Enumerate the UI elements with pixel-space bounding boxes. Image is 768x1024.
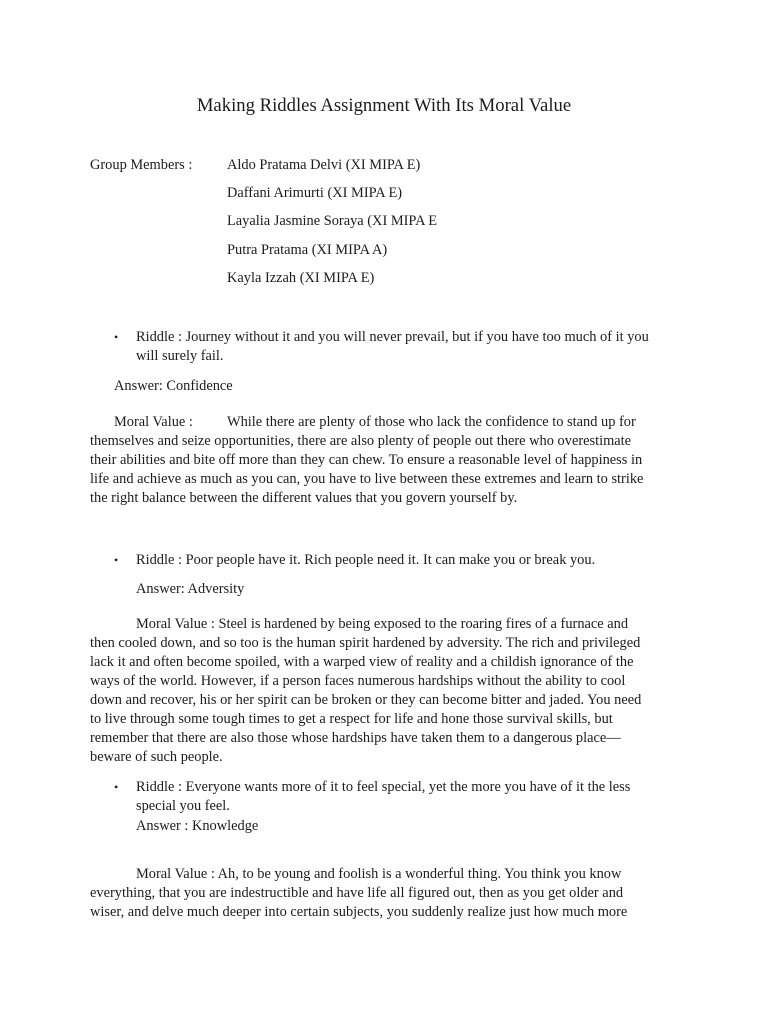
moral-value-label: Moral Value : bbox=[114, 414, 193, 430]
group-member: Layalia Jasmine Soraya (XI MIPA E bbox=[227, 213, 438, 229]
paragraph-line: everything, that you are indestructible and have life all figured out, then as you get older and bbox=[90, 885, 624, 901]
paragraph-line: remember that there are also those whose hardships have taken them to a dangerous place— bbox=[90, 730, 621, 746]
paragraph-line: then cooled down, and so too is the human spirit hardened by adversity. The rich and privileged bbox=[90, 635, 641, 651]
paragraph-line: themselves and seize opportunities, there are also plenty of people out there who overestimate bbox=[90, 433, 632, 449]
bullet-icon: • bbox=[114, 553, 119, 567]
riddle-line: special you feel. bbox=[136, 798, 230, 814]
document-title: Making Riddles Assignment With Its Moral Value bbox=[196, 95, 572, 116]
riddle-answer: Answer : Knowledge bbox=[136, 818, 259, 834]
riddle-text bbox=[136, 551, 681, 570]
bullet-icon: • bbox=[114, 780, 119, 794]
paragraph-line: wiser, and delve much deeper into certain subjects, you suddenly realize just how much more bbox=[90, 904, 628, 920]
bullet-icon: • bbox=[114, 330, 119, 344]
riddle-answer: Answer: Adversity bbox=[136, 581, 245, 597]
group-members-label: Group Members : bbox=[90, 157, 193, 173]
paragraph-line: life and achieve as much as you can, you have to live between these extremes and learn to strike bbox=[90, 471, 644, 487]
paragraph-line: Moral Value : Ah, to be young and foolish is a wonderful thing. You think you know bbox=[136, 866, 622, 882]
moral-value-paragraph bbox=[90, 865, 684, 922]
riddle-answer: Answer: Confidence bbox=[114, 378, 233, 394]
paragraph-line: their abilities and bite off more than they can chew. To ensure a reasonable level of happiness in bbox=[90, 452, 643, 468]
riddle-line: Riddle : Everyone wants more of it to feel special, yet the more you have of it the less bbox=[136, 779, 631, 795]
moral-value-paragraph bbox=[90, 413, 684, 508]
riddle-text bbox=[136, 778, 681, 816]
paragraph-line: lack it and often become spoiled, with a warped view of reality and a childish ignorance of the bbox=[90, 654, 634, 670]
riddle-line: Riddle : Journey without it and you will never prevail, but if you have too much of it you bbox=[136, 329, 649, 345]
paragraph-line: Moral Value : Steel is hardened by being exposed to the roaring fires of a furnace and bbox=[136, 616, 629, 632]
group-member: Putra Pratama (XI MIPA A) bbox=[227, 242, 388, 258]
moral-value-paragraph bbox=[90, 615, 684, 767]
paragraph-line: down and recover, his or her spirit can be broken or they can become bitter and jaded. You need bbox=[90, 692, 642, 708]
riddle-line: will surely fail. bbox=[136, 348, 224, 364]
paragraph-line: While there are plenty of those who lack the confidence to stand up for bbox=[227, 414, 636, 430]
paragraph-line: beware of such people. bbox=[90, 749, 223, 765]
group-member: Aldo Pratama Delvi (XI MIPA E) bbox=[227, 157, 421, 173]
paragraph-line: to live through some tough times to get a respect for life and hone those survival skills, but bbox=[90, 711, 613, 727]
group-member: Kayla Izzah (XI MIPA E) bbox=[227, 270, 375, 286]
riddle-line: Riddle : Poor people have it. Rich people need it. It can make you or break you. bbox=[136, 552, 596, 568]
paragraph-line: the right balance between the different values that you govern yourself by. bbox=[90, 490, 518, 506]
group-member: Daffani Arimurti (XI MIPA E) bbox=[227, 185, 403, 201]
paragraph-line: ways of the world. However, if a person faces numerous hardships without the ability to cool bbox=[90, 673, 626, 689]
riddle-text bbox=[136, 328, 681, 366]
